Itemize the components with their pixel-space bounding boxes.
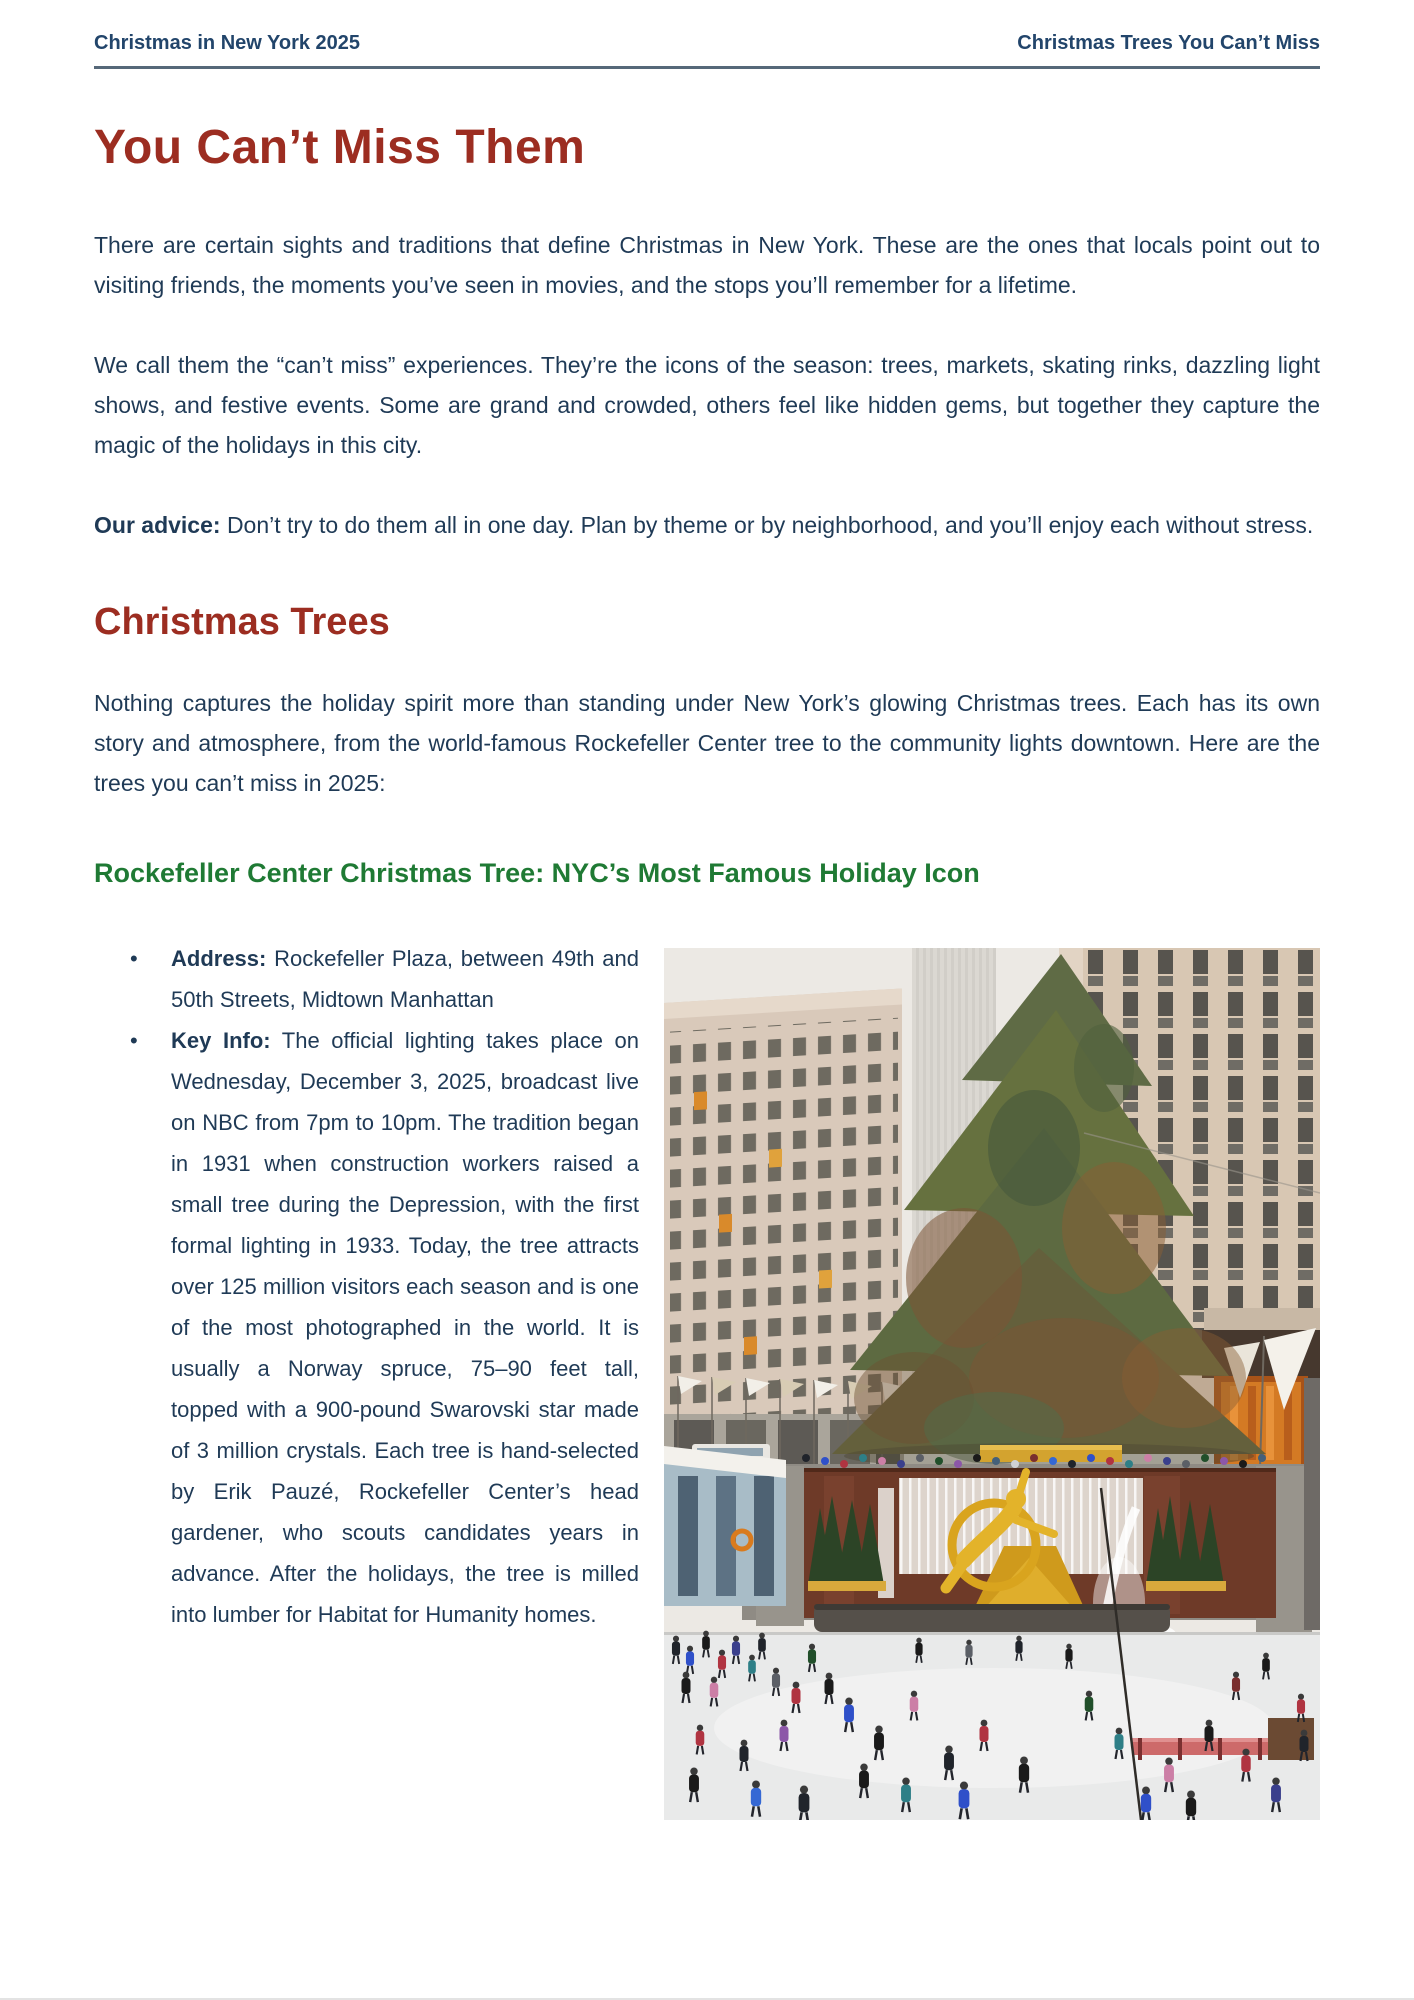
page-title: You Can’t Miss Them [94, 121, 586, 174]
left-tent [664, 1446, 786, 1606]
key-info-text: The official lighting takes place on Wednesday, December 3, 2025, broadcast live on NBC from 7pm to 10pm. The tradition began in 1931 when construction workers raised a small tree during the Depression, with the first formal lighting in 1933. Today, the tree attracts over 125 million visitors each season and is one of the most photographed in the world. It is usually a Norway spruce, 75–90 feet tall, topped with a 900-pound Swarovski star made of 3 million crystals. Each tree is hand-selected by Erik Pauzé, Rockefeller Center’s head gardener, who scouts candidates years in advance. After the holidays, the tree is milled into lumber for Habitat for Humanity homes. [171, 1027, 639, 1627]
header-left-title: Christmas in New York 2025 [94, 32, 361, 54]
bullet-column [94, 938, 639, 1820]
intro-paragraph-2: We call them the “can’t miss” experiences. They’re the icons of the season: trees, markets, skating rinks, dazzling light shows, and festive events. Some are grand and crowded, others feel like hidden gems, but together they capture the magic of the holidays in this city. [94, 352, 1320, 459]
address-label: Address: [171, 945, 267, 971]
ice-rink [664, 1632, 1320, 1820]
bullets-and-photo-row [94, 938, 1320, 1820]
rockefeller-tree-photo [664, 948, 1320, 1820]
header-right-title: Christmas Trees You Can’t Miss [1017, 32, 1320, 54]
section-intro-paragraph: Nothing captures the holiday spirit more than standing under New York’s glowing Christmas trees. Each has its own story and atmosphere, from the world-famous Rockefeller Center tree to the community lights downtown. Here are the trees you can’t miss in 2025: [94, 690, 1320, 797]
rockefeller-photo-illustration [664, 948, 1320, 1820]
advice-text: Don’t try to do them all in one day. Plan by theme or by neighborhood, and you’ll enjoy each without stress. [226, 512, 1314, 539]
far-right-edge [1304, 1378, 1320, 1630]
advice-lead: Our advice: [94, 512, 221, 539]
page-header [94, 32, 1320, 69]
intro-paragraph-1: There are certain sights and traditions that define Christmas in New York. These are the ones that locals point out to visiting friends, the moments you’ve seen in movies, and the stops you’ll remember for a lifetime. [94, 232, 1320, 299]
section-heading-christmas-trees: Christmas Trees [94, 601, 390, 644]
advice-paragraph [94, 505, 1320, 545]
address-text: Rockefeller Plaza, between 49th and 50th Streets, Midtown Manhattan [171, 945, 639, 1012]
photo-column [664, 938, 1320, 1820]
bullet-list [94, 938, 639, 1635]
list-item-key-info [171, 1020, 639, 1635]
key-info-label: Key Info: [171, 1027, 271, 1053]
list-item-address [171, 938, 639, 1020]
subsection-heading-rockefeller: Rockefeller Center Christmas Tree: NYC’s Most Famous Holiday Icon [94, 858, 980, 889]
